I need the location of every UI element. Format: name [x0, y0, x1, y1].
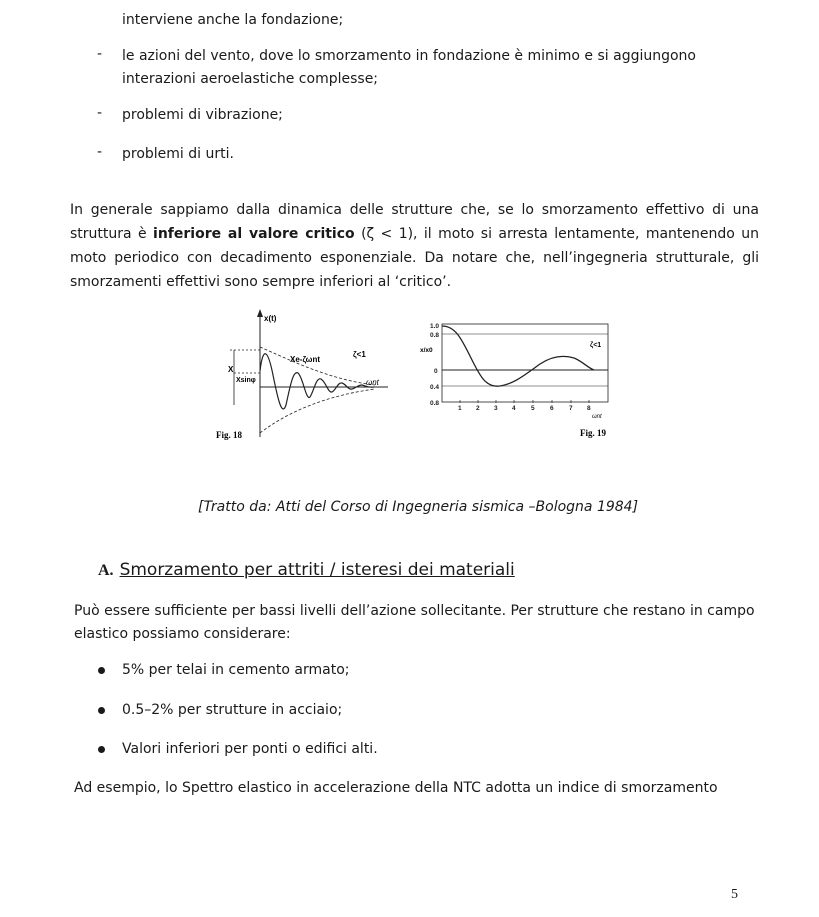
fig19-y-label: x/x0 [420, 347, 433, 354]
fig18-caption-label: Fig. 18 [216, 430, 242, 440]
fig19-ytick: 0.8 [430, 332, 440, 339]
fig19-x-label: ωnt [592, 414, 602, 420]
page-number: 5 [731, 887, 738, 902]
fig19-xtick: 4 [512, 405, 516, 412]
fig19-ytick: 1.0 [430, 323, 440, 330]
fig19-ytick: 0.4 [430, 384, 440, 391]
fig19-xtick: 1 [458, 405, 462, 412]
list-dash-marker: - [97, 144, 103, 160]
bullet-item-concrete: 5% per telai in cemento armato; [122, 662, 350, 678]
fig19-xtick: 8 [587, 405, 591, 412]
paragraph-friction-line2: elastico possiamo considerare: [74, 626, 291, 642]
fig18-envelope-label: Xe-ζωnt [290, 355, 320, 364]
list-dash-marker: - [97, 46, 103, 62]
fig19-response-curve [442, 326, 594, 386]
fig18-offset-label: Xsinφ [236, 377, 256, 384]
figure-18-damped-oscillation [210, 305, 400, 445]
fig19-xtick: 5 [531, 405, 535, 412]
figure-19-normalized-response [416, 310, 616, 445]
bullet-item-bridges: Valori inferiori per ponti o edifici alti. [122, 741, 378, 757]
fig19-zeta-label: ζ<1 [590, 342, 602, 349]
bullet-item-steel: 0.5–2% per strutture in acciaio; [122, 702, 343, 718]
list-dash-marker: - [97, 105, 103, 121]
list-item-impacts: problemi di urti. [122, 146, 234, 162]
list-item-continuation: interviene anche la fondazione; [122, 12, 344, 28]
paragraph-text-part1: In generale sappiamo dalla dinamica delle strutture che, se lo smorzamento effettivo di una struttura è [70, 202, 759, 242]
section-title: Smorzamento per attriti / isteresi dei materiali [119, 560, 515, 580]
section-heading [98, 557, 515, 584]
fig19-xtick: 6 [550, 405, 554, 412]
fig19-ytick: 0 [434, 368, 438, 375]
paragraph-text-part2: (ζ < 1), il moto si arresta lentamente, mantenendo un moto periodico con decadimento esponenziale. Da notare che, nell’ingegneria strutturale, gli smorzamenti effettivi sono sempre inferiori al ‘critico’. [70, 226, 759, 290]
paragraph-friction-line1: Può essere sufficiente per bassi livelli dell’azione sollecitante. Per strutture che restano in campo [74, 603, 755, 619]
fig18-zeta-label: ζ<1 [353, 350, 366, 359]
paragraph-bold-critical: inferiore al valore critico [153, 226, 355, 242]
fig18-y-label: x(t) [264, 314, 277, 323]
bullet-dot-icon [98, 667, 105, 674]
fig18-y-arrow-icon [257, 309, 263, 317]
paragraph-ntc-spectrum: Ad esempio, lo Spettro elastico in accelerazione della NTC adotta un indice di smorzamento [74, 780, 718, 796]
bullet-dot-icon [98, 746, 105, 753]
fig19-caption-label: Fig. 19 [580, 428, 606, 438]
fig18-amplitude-label: X [228, 365, 234, 374]
section-letter: A. [98, 562, 114, 579]
list-item-vibration: problemi di vibrazione; [122, 107, 283, 123]
fig19-xtick: 3 [494, 405, 498, 412]
figure-source-caption: [Tratto da: Atti del Corso di Ingegneria sismica –Bologna 1984] [198, 499, 639, 515]
fig18-x-label: ωnt [366, 378, 379, 387]
list-item-wind-line1: le azioni del vento, dove lo smorzamento in fondazione è minimo e si aggiungono [122, 48, 696, 64]
list-item-wind-line2: interazioni aeroelastiche complesse; [122, 71, 379, 87]
fig19-xtick: 2 [476, 405, 480, 412]
fig19-xtick: 7 [569, 405, 573, 412]
bullet-dot-icon [98, 707, 105, 714]
fig19-ytick: 0.8 [430, 400, 440, 407]
paragraph-damping-intro [70, 198, 759, 294]
